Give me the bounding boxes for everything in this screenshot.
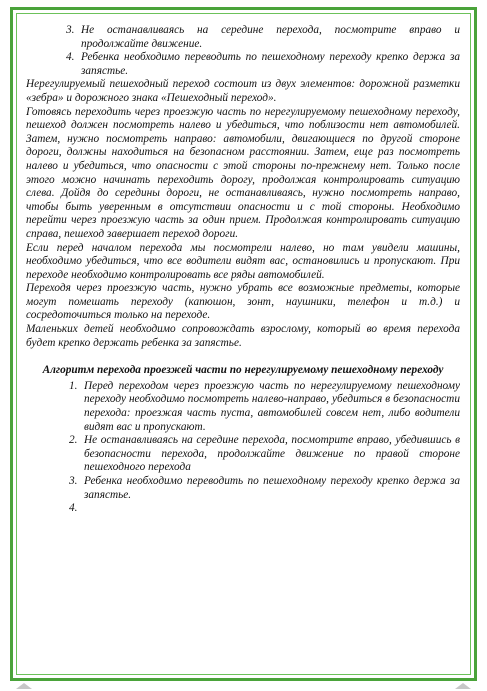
scroll-right-arrow-icon [455, 683, 471, 689]
list-item: 1. Перед переходом через проезжую часть по нерегулируемому пешеходному переходу необходимо посмотреть налево-направо, убедиться в безопасности перехода: проезжая часть пуста, автомобилей совсем нет, либо водители видят вас и пропускают. [69, 379, 460, 433]
paragraph-remove-distractions: Переходя через проезжую часть, нужно убрать все возможные предметы, которые могут помешать переходу (капюшон, зонт, наушники, телефон и т.д.) и сосредоточиться только на переходе. [26, 282, 460, 322]
list-item-text: Не останавливаясь на середине перехода, посмотрите вправо, убедившись в безопасности перехода, продолжайте движение по правой стороне пешеходного перехода [84, 434, 460, 474]
list-item-text [84, 502, 87, 514]
list-item: 3. Ребенка необходимо переводить по пешеходному переходу крепко держа за запястье. [69, 475, 460, 501]
list-item-text: Не останавливаясь на середине перехода, посмотрите вправо и продолжайте движение. [81, 24, 460, 50]
paragraph-crossing-elements: Нерегулируемый пешеходный переход состоит из двух элементов: дорожной разметки «зебра» и дорожного знака «Пешеходный переход». [26, 78, 460, 104]
algorithm-list [26, 380, 460, 516]
algorithm-heading: Алгоритм перехода проезжей части по нерегулируемому пешеходному переходу [42, 364, 444, 377]
list-item: 4. Ребенка необходимо переводить по пешеходному переходу крепко держа за запястье. [66, 51, 460, 77]
scroll-left-arrow-icon [16, 683, 32, 689]
list-item-text: Ребенка необходимо переводить по пешеходному переходу крепко держа за запястье. [81, 51, 460, 77]
document-page [26, 24, 460, 664]
top-numbered-list [26, 24, 460, 78]
list-item: 2. Не останавливаясь на середине перехода, посмотрите вправо, убедившись в безопасности перехода, продолжайте движение по правой стороне пешеходного перехода [69, 434, 460, 474]
paragraph-cars-present: Если перед началом перехода мы посмотрели налево, но там увидели машины, необходимо убедиться, что все водители видят вас, остановились и пропускают. При переходе необходимо контролировать все ряды автомобилей. [26, 241, 460, 281]
list-item: 4. [26, 502, 460, 516]
list-item: 3. Не останавливаясь на середине перехода, посмотрите вправо и продолжайте движение. [66, 24, 460, 50]
list-item-text: Ребенка необходимо переводить по пешеходному переходу крепко держа за запястье. [84, 475, 460, 501]
list-item-text: Перед переходом через проезжую часть по нерегулируемому пешеходному переходу необходимо посмотреть налево-направо, убедиться в безопасности перехода: проезжая часть пуста, автомобилей совсем нет, либо водители видят вас и пропускают. [84, 379, 460, 433]
paragraph-children: Маленьких детей необходимо сопровождать взрослому, который во время перехода будет крепко держать ребенка за запястье. [26, 323, 460, 349]
paragraph-crossing-procedure: Готовясь переходить через проезжую часть по нерегулируемому пешеходному переходу, пешеход должен посмотреть налево и убедиться, что поблизости нет автомобилей. Затем, нужно посмотреть направо: автомобили, двигающиеся по другой стороне дороги, должны находиться на безопасном расстоянии. Затем, еще раз посмотреть налево и убедиться, что опасности с этой стороны по-прежнему нет. Только после этого можно начинать переходить дорогу, продолжая контролировать ситуацию слева. Дойдя до середины дороги, не останавливаясь, нужно посмотреть направо, чтобы быть уверенным в отсутствии опасности и с той стороны. Необходимо перейти через проезжую часть за один прием. Продолжая контролировать ситуацию справа, пешеход завершает переход дороги. [26, 105, 460, 240]
